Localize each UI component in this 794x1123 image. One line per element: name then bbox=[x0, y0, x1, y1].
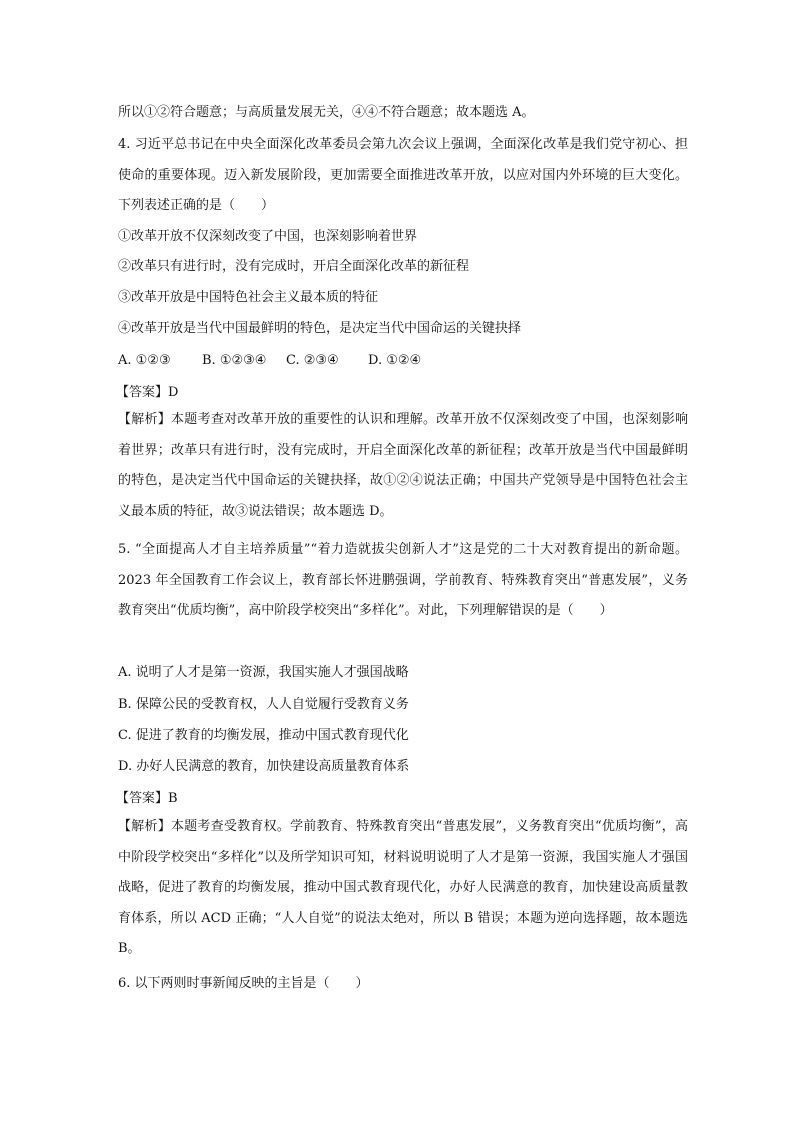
question-5-option-b: B. 保障公民的受教育权，人人自觉履行受教育义务 bbox=[118, 697, 409, 712]
question-5-analysis: 【解析】本题考查受教育权。学前教育、特殊教育突出“普惠发展”，义务教育突出“优质均衡”，高中阶段学校突出“多样化”以及所学知识可知，材料说明说明了人才是第一资源，我国实施人才强国战略，促进了教育的均衡发展，推动中国式教育现代化，办好人民满意的教育，加快建设高质量教育体系，所以 ACD 正确；“人人自觉”的说法太绝对，所以 B 错误；本题为逆向选择题，故本题选 B。 bbox=[118, 819, 688, 956]
option-d: D. ①②④ bbox=[368, 353, 422, 368]
question-5-answer: 【答案】B bbox=[116, 791, 178, 806]
question-5-option-c: C. 促进了教育的均衡发展，推动中国式教育现代化 bbox=[118, 728, 409, 743]
question-4-analysis: 【解析】本题考查对改革开放的重要性的认识和理解。改革开放不仅深刻改变了中国，也深刻影响着世界；改革只有进行时，没有完成时，开启全面深化改革的新征程；改革开放是当代中国最鲜明的特色，是决定当代中国命运的关键抉择，故①②④说法正确；中国共产党领导是中国特色社会主义最本质的特征，故③说法错误；故本题选 D。 bbox=[118, 412, 688, 519]
question-6-stem: 6. 以下两则时事新闻反映的主旨是（ ） bbox=[118, 976, 369, 991]
question-5-option-a: A. 说明了人才是第一资源，我国实施人才强国战略 bbox=[118, 665, 409, 680]
option-a: A. ①②③ bbox=[118, 353, 171, 368]
question-4-item-4: ④改革开放是当代中国最鲜明的特色，是决定当代中国命运的关键抉择 bbox=[118, 321, 522, 336]
question-4-item-2: ②改革只有进行时，没有完成时，开启全面深化改革的新征程 bbox=[118, 259, 470, 274]
question-4-item-1: ①改革开放不仅深刻改变了中国，也深刻影响着世界 bbox=[118, 229, 418, 244]
question-4-options bbox=[118, 352, 421, 370]
question-4-item-3: ③改革开放是中国特色社会主义最本质的特征 bbox=[118, 290, 379, 305]
question-5-option-d: D. 办好人民满意的教育，加快建设高质量教育体系 bbox=[118, 759, 410, 774]
question-3-tail: 所以①②符合题意；与高质量发展无关，④④不符合题意；故本题选 A。 bbox=[118, 105, 535, 120]
option-b: B. ①②③④ bbox=[202, 353, 267, 368]
question-4-stem: 4. 习近平总书记在中央全面深化改革委员会第九次会议上强调，全面深化改革是我们党守初心、担使命的重要体现。迈入新发展阶段，更加需要全面推进改革开放，以应对国内外环境的巨大变化。下列表述正确的是（ ） bbox=[118, 137, 688, 213]
question-5-stem: 5. “全面提高人才自主培养质量”“着力造就拔尖创新人才”这是党的二十大对教育提出的新命题。2023 年全国教育工作会议上，教育部长怀进鹏强调，学前教育、特殊教育突出“普惠发展”，义务教育突出“优质均衡”，高中阶段学校突出“多样化”。对此，下列理解错误的是（ ） bbox=[118, 542, 688, 618]
option-c: C. ②③④ bbox=[286, 353, 339, 368]
question-4-answer: 【答案】D bbox=[116, 385, 179, 400]
